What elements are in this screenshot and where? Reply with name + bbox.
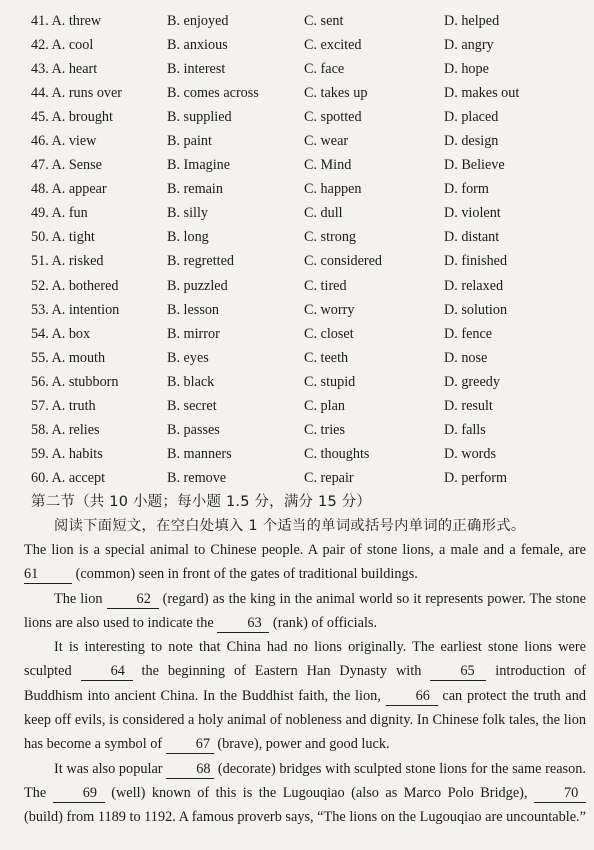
blank-61[interactable]: 61 [24, 566, 72, 584]
option-c[interactable]: C. sent [304, 12, 344, 29]
option-c[interactable]: C. stupid [304, 373, 356, 390]
option-c[interactable]: C. thoughts [304, 446, 370, 463]
option-b[interactable]: B. eyes [167, 349, 209, 366]
option-a[interactable]: 54. A. box [31, 325, 91, 342]
option-a[interactable]: 60. A. accept [31, 470, 106, 487]
option-b[interactable]: B. silly [167, 205, 208, 222]
option-row [31, 105, 587, 129]
blank-63[interactable]: 63 [217, 615, 269, 633]
option-a[interactable]: 50. A. tight [31, 229, 95, 246]
text-run: the beginning of Eastern Han Dynasty with [132, 663, 431, 680]
option-b[interactable]: B. supplied [167, 108, 232, 125]
option-d[interactable]: D. finished [444, 253, 508, 270]
text-run: introduction of Buddhism into ancient China. In the Buddhist faith, the lion, [24, 663, 586, 704]
option-a[interactable]: 49. A. fun [31, 205, 88, 222]
option-d[interactable]: D. nose [444, 349, 488, 366]
option-row [31, 9, 587, 33]
text-run: (brave), power and good luck. [213, 736, 390, 753]
option-a[interactable]: 46. A. view [31, 133, 97, 150]
text-run: The lion [54, 590, 107, 607]
option-b[interactable]: B. Imagine [167, 157, 231, 174]
option-c[interactable]: C. wear [304, 133, 349, 150]
option-b[interactable]: B. comes across [167, 84, 259, 101]
option-row [31, 346, 587, 370]
option-a[interactable]: 44. A. runs over [31, 84, 123, 101]
option-d[interactable]: D. violent [444, 205, 501, 222]
option-b[interactable]: B. interest [167, 60, 226, 77]
option-a[interactable]: 48. A. appear [31, 181, 107, 198]
option-c[interactable]: C. happen [304, 181, 362, 198]
text-run: (rank) of officials. [269, 614, 378, 631]
text-run: (regard) as the king in the animal world so it represents power. The stone lions are also used to indicate the [24, 590, 586, 631]
option-c[interactable]: C. tries [304, 422, 345, 439]
option-row [31, 443, 587, 467]
option-row [31, 419, 587, 443]
blank-65[interactable]: 65 [430, 663, 486, 681]
option-d[interactable]: D. helped [444, 12, 500, 29]
blank-64[interactable]: 64 [81, 663, 133, 681]
option-row [31, 129, 587, 153]
option-c[interactable]: C. considered [304, 253, 383, 270]
blank-62[interactable]: 62 [107, 591, 159, 609]
option-b[interactable]: B. passes [167, 422, 220, 439]
section-instruction: 阅读下面短文，在空白处填入 1 个适当的单词或括号内单词的正确形式。 [54, 518, 526, 534]
option-d[interactable]: D. hope [444, 60, 489, 77]
option-b[interactable]: B. enjoyed [167, 12, 229, 29]
option-b[interactable]: B. mirror [167, 325, 220, 342]
option-b[interactable]: B. secret [167, 398, 217, 415]
paragraph-2 [24, 587, 586, 636]
option-row [31, 81, 587, 105]
option-row [31, 322, 587, 346]
option-row [31, 57, 587, 81]
option-d[interactable]: D. perform [444, 470, 508, 487]
option-b[interactable]: B. lesson [167, 301, 220, 318]
option-c[interactable]: C. repair [304, 470, 354, 487]
option-a[interactable]: 42. A. cool [31, 36, 94, 53]
option-c[interactable]: C. closet [304, 325, 354, 342]
option-row [31, 202, 587, 226]
option-a[interactable]: 59. A. habits [31, 446, 103, 463]
option-a[interactable]: 45. A. brought [31, 108, 113, 125]
text-run: The lion is a special animal to Chinese people. A pair of stone lions, a male and a female, are [24, 542, 586, 558]
text-run: It was also popular [54, 760, 167, 777]
option-c[interactable]: C. excited [304, 36, 362, 53]
option-a[interactable]: 58. A. relies [31, 422, 100, 439]
option-d[interactable]: D. fence [444, 325, 493, 342]
option-row [31, 33, 587, 57]
option-a[interactable]: 53. A. intention [31, 301, 120, 318]
option-a[interactable]: 51. A. risked [31, 253, 104, 270]
options-grid [31, 9, 587, 491]
option-c[interactable]: C. spotted [304, 108, 362, 125]
text-run: It is interesting to note that China had no lions originally. The earliest stone lions were sculpted [24, 639, 586, 680]
text-run: can protect the truth and keep off evils, is considered a holy animal of nobleness and dignity. In Chinese folk tales, the lion has become a symbol of [24, 687, 587, 753]
option-a[interactable]: 47. A. Sense [31, 157, 102, 174]
option-b[interactable]: B. remove [167, 470, 227, 487]
blank-68[interactable]: 68 [166, 761, 214, 779]
option-b[interactable]: B. puzzled [167, 277, 228, 294]
option-a[interactable]: 56. A. stubborn [31, 373, 119, 390]
option-d[interactable]: D. falls [444, 422, 486, 439]
option-b[interactable]: B. long [167, 229, 209, 246]
option-c[interactable]: C. face [304, 60, 345, 77]
text-run: (well) known of this is the Lugouqiao (also as Marco Polo Bridge), [104, 784, 534, 801]
cloze-passage [24, 538, 586, 830]
text-run: (common) seen in front of the gates of traditional buildings. [72, 566, 418, 583]
option-row [31, 226, 587, 250]
option-row [31, 395, 587, 419]
option-c[interactable]: C. tired [304, 277, 347, 294]
option-a[interactable]: 57. A. truth [31, 398, 96, 415]
option-row [31, 370, 587, 394]
paragraph-3 [24, 635, 586, 756]
option-a[interactable]: 43. A. heart [31, 60, 98, 77]
blank-66[interactable]: 66 [386, 688, 438, 706]
option-d[interactable]: D. distant [444, 229, 500, 246]
option-d[interactable]: D. greedy [444, 373, 500, 390]
text-run: (build) from 1189 to 1192. A famous proverb says, “The lions on the Lugouqiao are uncountable.” [24, 809, 586, 826]
option-c[interactable]: C. strong [304, 229, 357, 246]
option-c[interactable]: C. teeth [304, 349, 349, 366]
option-row [31, 250, 587, 274]
option-d[interactable]: D. relaxed [444, 277, 504, 294]
option-b[interactable]: B. manners [167, 446, 232, 463]
option-d[interactable]: D. result [444, 398, 493, 415]
option-row [31, 154, 587, 178]
option-row [31, 298, 587, 322]
option-b[interactable]: B. regretted [167, 253, 234, 270]
option-b[interactable]: B. paint [167, 133, 212, 150]
option-d[interactable]: D. makes out [444, 84, 520, 101]
option-row [31, 178, 587, 202]
option-d[interactable]: D. design [444, 133, 499, 150]
blank-67[interactable]: 67 [166, 736, 214, 754]
option-c[interactable]: C. takes up [304, 84, 368, 101]
text-run: (decorate) bridges with sculpted stone lions for the same reason. The [24, 760, 586, 801]
option-row [31, 274, 587, 298]
blank-70[interactable]: 70 [534, 785, 586, 803]
option-b[interactable]: B. anxious [167, 36, 228, 53]
option-b[interactable]: B. remain [167, 181, 223, 198]
option-row [31, 467, 587, 491]
option-d[interactable]: D. Believe [444, 157, 505, 174]
option-d[interactable]: D. words [444, 446, 497, 463]
paragraph-1 [24, 538, 586, 587]
option-c[interactable]: C. Mind [304, 157, 352, 174]
blank-69[interactable]: 69 [53, 785, 105, 803]
option-a[interactable]: 55. A. mouth [31, 349, 106, 366]
paragraph-4 [24, 757, 586, 830]
option-d[interactable]: D. angry [444, 36, 494, 53]
option-b[interactable]: B. black [167, 373, 215, 390]
section-heading: 第二节（共 10 小题；每小题 1.5 分，满分 15 分） [31, 494, 372, 510]
option-c[interactable]: C. plan [304, 398, 345, 415]
option-d[interactable]: D. placed [444, 108, 499, 125]
option-a[interactable]: 41. A. threw [31, 12, 102, 29]
option-c[interactable]: C. worry [304, 301, 355, 318]
option-c[interactable]: C. dull [304, 205, 343, 222]
option-d[interactable]: D. solution [444, 301, 508, 318]
option-d[interactable]: D. form [444, 181, 489, 198]
option-a[interactable]: 52. A. bothered [31, 277, 119, 294]
